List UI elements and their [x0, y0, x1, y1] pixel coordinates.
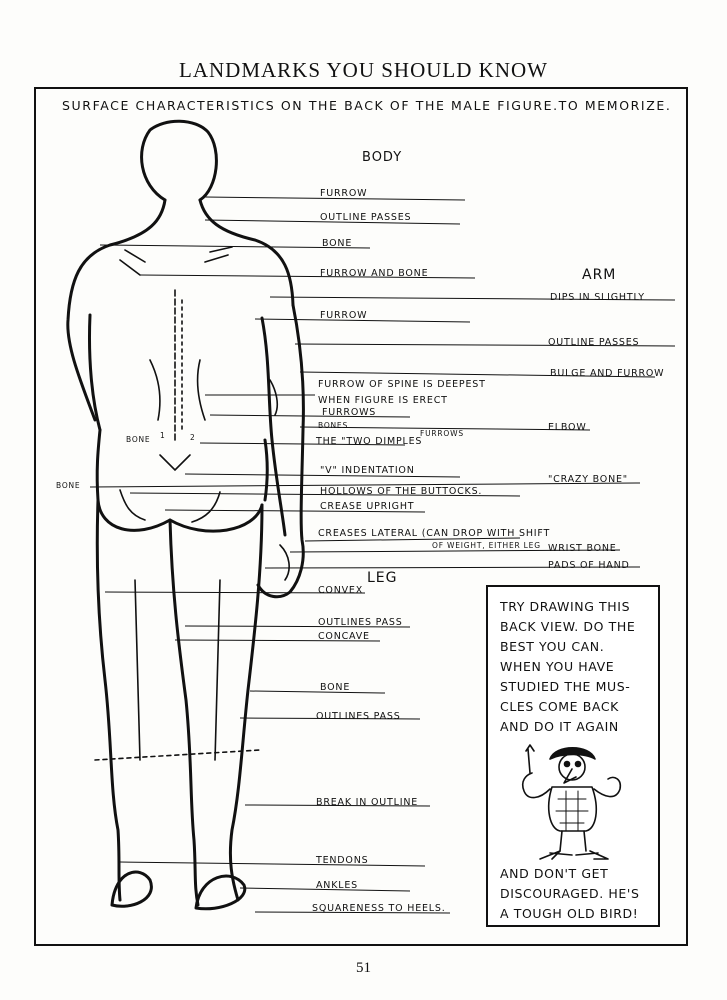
label-outline-passes-arm: OUTLINE PASSES [548, 337, 640, 348]
label-furrow: FURROW [320, 188, 368, 199]
label-outlines-pass: OUTLINES PASS [318, 617, 403, 628]
tip-line: AND DON'T GET [500, 866, 609, 881]
right-shoulder-outline [200, 200, 293, 305]
tip-line: A TOUGH OLD BIRD! [500, 906, 639, 921]
label-bone-leg: BONE [320, 682, 351, 693]
figure-detail-strokes [95, 247, 289, 760]
label-outlines-pass-2: OUTLINES PASS [316, 711, 401, 722]
label-concave: CONCAVE [318, 631, 370, 642]
header-arm: ARM [582, 267, 617, 283]
label-spine-line1: FURROW OF SPINE IS DEEPEST [318, 379, 486, 390]
label-hollows: HOLLOWS OF THE BUTTOCKS. [320, 486, 483, 497]
label-dips-in-slightly: DIPS IN SLIGHTLY [550, 292, 645, 303]
label-spine-line2: WHEN FIGURE IS ERECT [318, 395, 448, 406]
male-figure-outline [68, 121, 304, 909]
label-bone: BONE [322, 238, 353, 249]
tip-line: WHEN YOU HAVE [500, 659, 615, 674]
label-bone-outer: BONE [56, 481, 81, 490]
tip-line: TRY DRAWING THIS [500, 599, 631, 614]
label-break-in-outline: BREAK IN OUTLINE [316, 797, 419, 808]
left-leg-outer [97, 500, 120, 900]
label-furrows-2: FURROWS [420, 429, 464, 438]
right-foot [196, 876, 245, 909]
label-elbow: ELBOW [548, 422, 587, 433]
left-leg-inner [170, 520, 198, 905]
label-number-2: 2 [190, 433, 196, 442]
page-title: LANDMARKS YOU SHOULD KNOW [179, 58, 548, 82]
tip-line: STUDIED THE MUS- [500, 679, 631, 694]
label-of-weight: OF WEIGHT, EITHER LEG [432, 541, 541, 550]
label-pads-of-hand: PADS OF HAND [548, 560, 630, 571]
page-number: 51 [356, 960, 371, 976]
label-creases-lateral: CREASES LATERAL (CAN DROP WITH SHIFT [318, 528, 551, 539]
label-squareness-to-heels: SQUARENESS TO HEELS. [312, 903, 446, 914]
label-furrows: FURROWS [322, 407, 377, 418]
label-ankles: ANKLES [316, 880, 358, 891]
label-wrist-bone: WRIST BONE [548, 543, 617, 554]
old-bird-cartoon [490, 739, 656, 864]
label-tendons: TENDONS [316, 855, 369, 866]
subtitle: SURFACE CHARACTERISTICS ON THE BACK OF THE MALE FIGURE.TO MEMORIZE. [62, 98, 672, 113]
label-v-indentation: "V" INDENTATION [320, 465, 415, 476]
label-two-dimples: THE "TWO DIMPLES [316, 436, 423, 447]
label-crazy-bone: "CRAZY BONE" [548, 474, 628, 485]
right-arm-inner [262, 318, 285, 535]
tip-line: AND DO IT AGAIN [500, 719, 619, 734]
label-furrow-2: FURROW [320, 310, 368, 321]
label-furrow-and-bone: FURROW AND BONE [320, 268, 429, 279]
tip-line: BACK VIEW. DO THE [500, 619, 636, 634]
header-leg: LEG [367, 570, 398, 586]
label-bulge-and-furrow: BULGE AND FURROW [550, 368, 665, 379]
label-crease-upright: CREASE UPRIGHT [320, 501, 415, 512]
right-hip-outline [265, 440, 267, 500]
label-bone-left: BONE [126, 435, 151, 444]
head-outline [142, 121, 217, 200]
label-bones: BONES [318, 421, 349, 430]
label-outline-passes: OUTLINE PASSES [320, 212, 412, 223]
label-number-1: 1 [160, 431, 166, 440]
tip-line: CLES COME BACK [500, 699, 619, 714]
right-leg-outer [230, 505, 262, 900]
left-shoulder-outline [68, 200, 165, 420]
tip-line: BEST YOU CAN. [500, 639, 605, 654]
left-hip-outline [97, 430, 100, 500]
buttocks-outline [98, 500, 262, 531]
header-body: BODY [362, 150, 403, 165]
tip-line: DISCOURAGED. HE'S [500, 886, 640, 901]
tip-box [486, 585, 660, 927]
label-convex: CONVEX [318, 585, 364, 596]
